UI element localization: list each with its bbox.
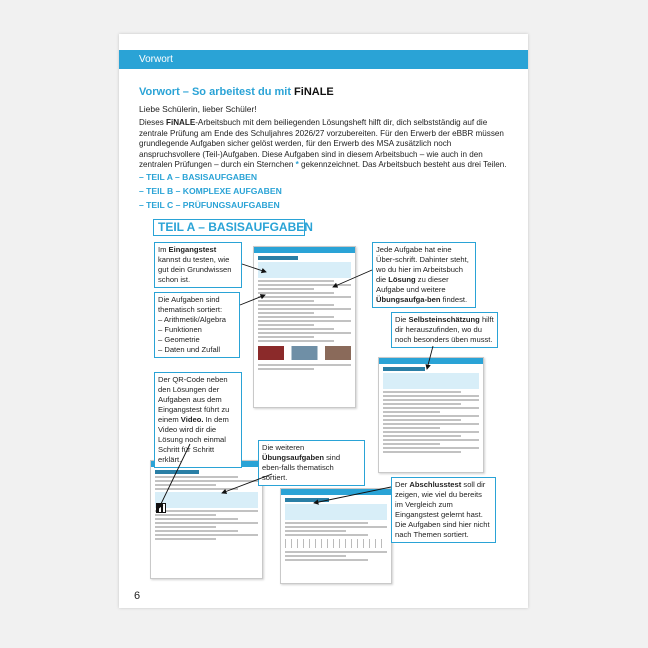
part-a-item: – TEIL A – BASISAUFGABEN bbox=[139, 172, 258, 182]
callout-sortiert-intro: Die Aufgaben sind thematisch sortiert: bbox=[158, 295, 223, 314]
callout-eingangstest: Im Eingangstest kannst du testen, wie gut dein Grundwissen schon ist. bbox=[154, 242, 242, 288]
arrow-abschluss bbox=[314, 487, 391, 503]
topic-item: – Daten und Zufall bbox=[158, 345, 221, 354]
topic-item: – Arithmetik/Algebra bbox=[158, 315, 226, 324]
header-label: Vorwort bbox=[139, 54, 173, 65]
greeting: Liebe Schülerin, lieber Schüler! bbox=[139, 104, 257, 114]
arrow-selbst bbox=[427, 346, 433, 369]
intro-text: Dieses bbox=[139, 118, 166, 127]
intro-text: gekennzeichnet. Das Arbeitsbuch besteht aus drei Teilen. bbox=[298, 160, 507, 169]
topic-item: – Geometrie bbox=[158, 335, 200, 344]
page-number: 6 bbox=[134, 590, 141, 602]
callout-abschlusstest: Der Abschlusstest soll dir zeigen, wie viel du bereits im Vergleich zum Eingangstest gelernt hast. Die Aufgaben sind hier nicht nach Themen sortiert. bbox=[391, 477, 496, 543]
star-icon: * bbox=[295, 160, 299, 169]
callout-loesung: Jede Aufgabe hat eine Über-schrift. Dahinter steht, wo du hier im Arbeitsbuch die Lösung zu dieser Aufgabe und weitere Übungsaufga-ben findest. bbox=[372, 242, 476, 308]
callout-qr-video: Der QR-Code neben den Lösungen der Aufgaben aus dem Eingangstest führt zu einem Video. In dem Video wird dir die Lösung noch einmal Schritt für Schritt erklärt. bbox=[154, 372, 242, 468]
arrow-eingangstest bbox=[242, 264, 266, 272]
part-c-item: – TEIL C – PRÜFUNGSAUFGABEN bbox=[139, 200, 280, 210]
topic-item: – Funktionen bbox=[158, 325, 202, 334]
brand-name: FiNALE bbox=[294, 86, 334, 98]
section-heading: TEIL A – BASISAUFGABEN bbox=[153, 219, 305, 236]
arrow-sortiert bbox=[240, 295, 265, 305]
arrow-qr bbox=[159, 444, 190, 508]
intro-text: -Arbeitsbuch mit dem beiliegenden Lösungsheft hilft dir, dich selbstständig auf die zentrale Prüfung am Ende des Schuljahres 2026/27 vorzubereiten. Für den Erwerb der eBBR müssen grundlegende Aufgaben sicher gelöst werden, für den Erwerb des MSA zusätzlich noch anspruchsvollere (Teil-)Aufgaben. Diese Aufgaben sind in diesem Arbeitsbuch – wie auch in den zentralen Prüfungen – durch ein Sternchen bbox=[139, 118, 504, 169]
intro-brand: FiNALE bbox=[166, 118, 196, 127]
arrow-loesung bbox=[333, 270, 372, 287]
arrow-uebung bbox=[222, 474, 272, 493]
title-prefix: Vorwort – So arbeitest du mit bbox=[139, 86, 295, 98]
part-b-item: – TEIL B – KOMPLEXE AUFGABEN bbox=[139, 186, 282, 196]
callout-uebungsaufgaben: Die weiteren Übungsaufgaben sind eben-falls thematisch sortiert. bbox=[258, 440, 365, 486]
callout-selbsteinschaetzung: Die Selbsteinschätzung hilft dir herauszufinden, wo du noch besonders üben musst. bbox=[391, 312, 498, 348]
